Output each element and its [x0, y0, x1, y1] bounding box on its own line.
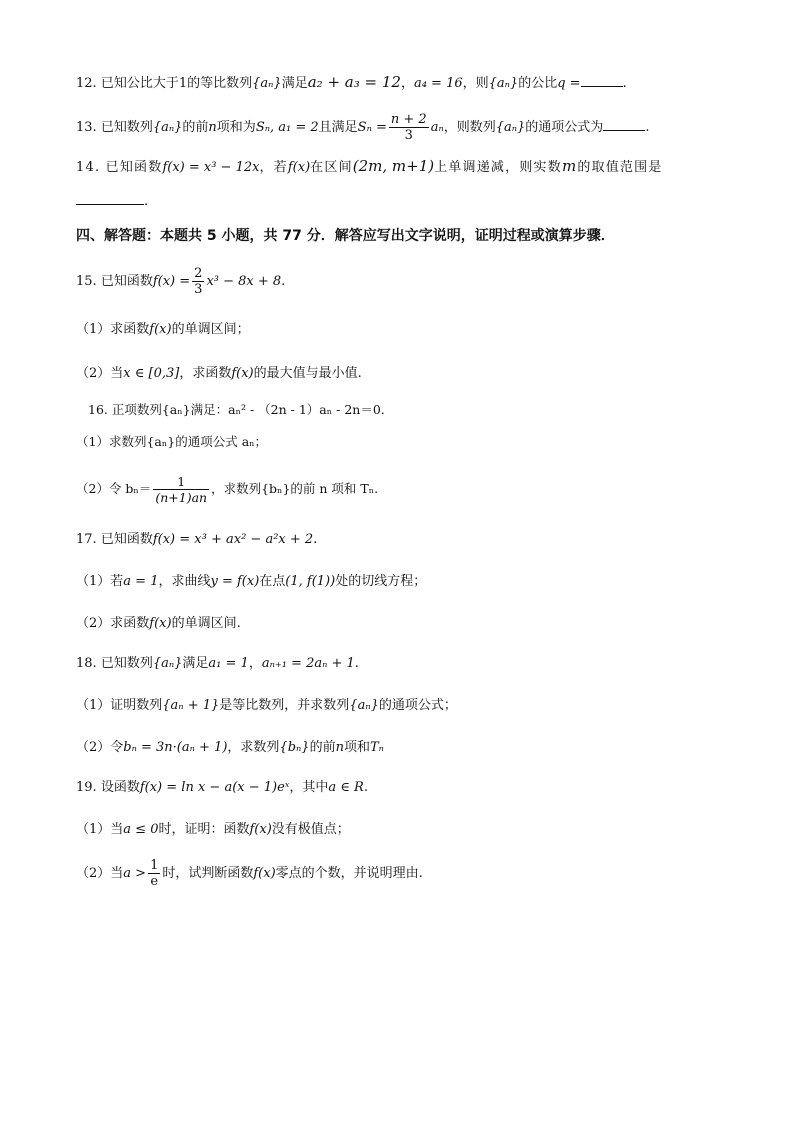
question-number: 17. — [76, 532, 97, 547]
math: {aₙ} — [495, 120, 526, 135]
math: f(x) — [149, 616, 172, 631]
answer-blank[interactable] — [581, 72, 623, 87]
math: a ≤ 0 — [123, 822, 159, 837]
math: a > — [123, 866, 147, 881]
math: f(x) — [231, 366, 254, 381]
math: Sₙ = — [357, 120, 387, 135]
math: f(x) — [253, 866, 276, 881]
math: f(x) — [149, 322, 172, 337]
math: {aₙ} — [252, 76, 282, 91]
question-12: 12. 已知公比大于1的等比数列{aₙ}满足a₂ + a₃ = 12，a₄ = 16，则{aₙ}的公比q = . — [76, 73, 627, 91]
math: x³ − 8x + 8 — [206, 274, 282, 289]
math: f(x) = x³ + ax² − a²x + 2 — [152, 532, 314, 547]
answer-blank[interactable] — [76, 190, 144, 205]
question-number: 13. — [76, 120, 97, 135]
math: Sₙ, a₁ = 2 — [255, 120, 319, 135]
question-number: 14. — [76, 160, 101, 175]
math: {aₙ} — [152, 120, 183, 135]
math: f(x) = ln x − a(x − 1)eˣ — [139, 780, 290, 795]
question-19: 19. 设函数f(x) = ln x − a(x − 1)eˣ，其中a ∈ R. — [76, 780, 368, 795]
question-16: 16. 正项数列{aₙ}满足：aₙ² - （2n - 1）aₙ - 2n＝0． — [88, 402, 394, 417]
question-14: 14. 已知函数f(x) = x³ − 12x，若f(x)在区间(2m, m+1)上单调递减，则实数m的取值范围是 — [76, 157, 663, 175]
math: f(x) — [287, 160, 311, 175]
question-19-part-1: （1）当a ≤ 0时，证明：函数f(x)没有极值点； — [76, 822, 350, 837]
question-17-part-2: （2）求函数f(x)的单调区间. — [76, 616, 241, 631]
math: {aₙ + 1} — [162, 698, 220, 713]
math: q = — [557, 76, 581, 91]
question-18: 18. 已知数列{aₙ}满足a₁ = 1，aₙ₊₁ = 2aₙ + 1. — [76, 656, 359, 671]
question-13: 13. 已知数列{aₙ}的前n项和为Sₙ, a₁ = 2且满足Sₙ = $\frac{n + 2}{3}$ aₙ，则数列{aₙ}的通项公式为 . — [76, 112, 650, 143]
math: f(x) = x³ − 12x — [162, 160, 260, 175]
math: aₙ — [430, 120, 444, 135]
math: a₁ = 1 — [208, 656, 249, 671]
math: (1, f(1)) — [285, 574, 336, 589]
fraction: $\frac{1}{(n+1)an}$ — [155, 474, 208, 505]
question-number: 12. — [76, 76, 97, 91]
math: aₙ₊₁ = 2aₙ + 1 — [261, 656, 355, 671]
question-18-part-1: （1）证明数列{aₙ + 1}是等比数列，并求数列{aₙ}的通项公式； — [76, 698, 457, 713]
math: bₙ = 3n·(aₙ + 1) — [123, 740, 228, 755]
question-number: 15. — [76, 274, 97, 289]
question-17: 17. 已知函数f(x) = x³ + ax² − a²x + 2. — [76, 532, 318, 547]
math: f(x) — [249, 822, 272, 837]
section-heading: 四、解答题：本题共 5 小题，共 77 分．解答应写出文字说明，证明过程或演算步骤． — [76, 228, 615, 244]
math: x ∈ [0,3] — [123, 366, 180, 381]
math: a₂ + a₃ = 12 — [307, 73, 401, 91]
fraction: $\frac{n + 2}{3}$ — [390, 112, 427, 143]
question-16-part-2: （2）令 bₙ＝ $\frac{1}{(n+1)an}$ ，求数列{bₙ}的前 n 项和 Tₙ. — [76, 474, 379, 505]
math: {bₙ} — [279, 740, 310, 755]
question-16-part-1: （1）求数列{aₙ}的通项公式 aₙ； — [76, 434, 268, 449]
question-15-part-1: （1）求函数f(x)的单调区间； — [76, 322, 250, 337]
math: y = f(x) — [210, 574, 260, 589]
answer-blank[interactable] — [603, 116, 645, 131]
math: a ∈ R — [328, 780, 364, 795]
math: {aₙ} — [488, 76, 519, 91]
math: (2m, m+1) — [352, 157, 435, 175]
question-15-part-2: （2）当x ∈ [0,3]，求函数f(x)的最大值与最小值. — [76, 366, 362, 381]
math: {aₙ} — [349, 698, 379, 713]
math: {aₙ} — [152, 656, 183, 671]
fraction: $\frac{2}{3}$ — [194, 266, 203, 297]
question-19-part-2: （2）当a > $\frac{1}{e}$ 时，试判断函数f(x)零点的个数，并说明理由. — [76, 858, 423, 889]
math: a₄ = 16 — [413, 76, 463, 91]
math: f(x) = — [152, 274, 191, 289]
question-18-part-2: （2）令bₙ = 3n·(aₙ + 1)，求数列{bₙ}的前n项和Tₙ — [76, 740, 384, 755]
question-number: 19. — [76, 780, 97, 795]
question-15: 15. 已知函数f(x) = $\frac{2}{3}$ x³ − 8x + 8. — [76, 266, 286, 297]
question-17-part-1: （1）若a = 1，求曲线y = f(x)在点(1, f(1))处的切线方程； — [76, 574, 427, 589]
fraction: $\frac{1}{e}$ — [150, 858, 159, 889]
math: a = 1 — [123, 574, 159, 589]
question-14-continued: . — [76, 190, 148, 212]
question-number: 18. — [76, 656, 97, 671]
